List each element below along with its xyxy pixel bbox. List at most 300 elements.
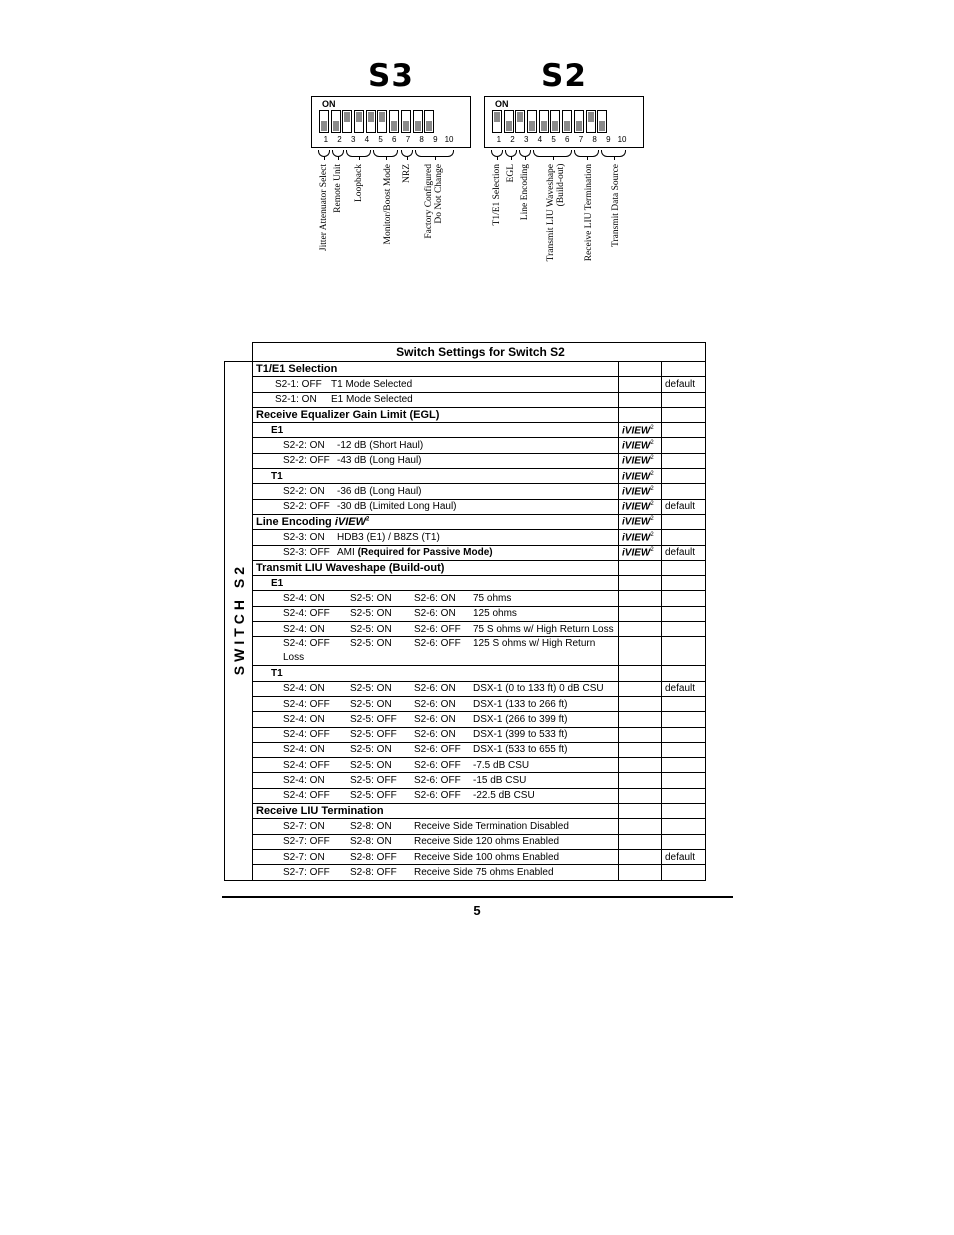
s3-label-loopback: Loopback [354, 164, 364, 202]
switch-setting: S2-4: ON [283, 713, 325, 725]
s2-label-transmit-data-source: Transmit Data Source [611, 164, 621, 248]
s2-dip-knob-6 [552, 121, 558, 131]
s3-dip-number: 5 [378, 135, 383, 144]
s2-dip-knob-10 [599, 121, 605, 131]
default-cell [662, 773, 706, 788]
switch-setting: S2-6: OFF [414, 623, 461, 635]
switch-setting: S2-6: ON [414, 608, 456, 620]
row-label [253, 392, 619, 407]
table-row [225, 622, 706, 637]
iview-cell [619, 423, 662, 438]
table-row [225, 819, 706, 834]
iview-cell [619, 606, 662, 621]
iview-cell [619, 499, 662, 514]
subsection-title: E1 [271, 424, 284, 436]
s3-dip-knob-6 [379, 112, 385, 122]
switch-setting: S2-5: ON [350, 759, 392, 771]
bracket [318, 150, 330, 157]
s3-dip-number: 8 [419, 135, 424, 144]
iview-cell [619, 819, 662, 834]
setting-description: Receive Side 75 ohms Enabled [414, 866, 554, 878]
bracket [574, 150, 599, 157]
row-label [253, 804, 619, 819]
row-label [253, 499, 619, 514]
s3-label-factory-configured: Factory Configured Do Not Change [424, 164, 444, 239]
switch-s3-diagram [311, 58, 471, 280]
footer-rule [222, 896, 733, 898]
default-cell [662, 530, 706, 545]
s2-dip-slot-5 [539, 110, 549, 133]
iview-cell [619, 484, 662, 499]
switch-setting: S2-6: ON [414, 698, 456, 710]
table-row [225, 773, 706, 788]
iview-cell [619, 696, 662, 711]
s3-dip-number: 10 [444, 135, 454, 144]
iview-superscript: 2 [650, 424, 654, 431]
setting-description: E1 Mode Selected [331, 394, 413, 406]
switch-s2-body [484, 96, 644, 148]
switch-s2-numbers [492, 135, 629, 144]
row-label [253, 407, 619, 422]
switch-s2-labels [484, 160, 644, 280]
s2-dip-slot-7 [562, 110, 572, 133]
switch-setting: S2-4: ON [283, 593, 325, 605]
setting-description: Receive Side 120 ohms Enabled [414, 836, 560, 848]
table-row [225, 377, 706, 392]
switch-setting: S2-5: OFF [350, 729, 397, 741]
s2-dip-knob-1 [494, 112, 500, 122]
s3-dip-knob-7 [391, 121, 397, 131]
switch-setting: S2-4: OFF [283, 608, 330, 620]
iview-cell [619, 576, 662, 591]
s2-dip-slot-4 [527, 110, 537, 133]
default-cell [662, 453, 706, 468]
switch-setting: S2-8: ON [350, 836, 392, 848]
setting-description: -36 dB (Long Haul) [337, 486, 422, 498]
iview-superscript: 2 [650, 531, 654, 538]
default-cell [662, 865, 706, 880]
switch-setting: S2-7: ON [283, 851, 325, 863]
row-label [253, 622, 619, 637]
default-cell [662, 514, 706, 529]
s3-label-jitter-attenuator: Jitter Attenuator Select [319, 164, 329, 252]
switch-s3-body [311, 96, 471, 148]
setting-description: -7.5 dB CSU [473, 759, 530, 771]
setting-description: -43 dB (Long Haul) [337, 455, 422, 467]
table-row [225, 560, 706, 575]
iview-mark: iVIEW [622, 547, 651, 559]
row-label [253, 438, 619, 453]
iview-cell [619, 637, 662, 666]
switch-setting: S2-4: OFF [283, 638, 330, 650]
default-cell [662, 469, 706, 484]
bracket [401, 150, 413, 157]
default-label: default [665, 851, 696, 863]
table-row [225, 865, 706, 880]
s2-dip-knob-7 [564, 121, 570, 131]
default-cell [662, 681, 706, 696]
default-cell [662, 666, 706, 681]
row-label [253, 758, 619, 773]
blank-corner [225, 343, 253, 362]
iview-superscript: 2 [650, 455, 654, 462]
s2-label-receive-termination: Receive LIU Termination [584, 164, 594, 262]
table-row [225, 545, 706, 560]
setting-description: DSX-1 (0 to 133 ft) 0 dB CSU [473, 683, 604, 695]
table-row [225, 712, 706, 727]
default-cell [662, 622, 706, 637]
subsection-title: T1 [271, 667, 283, 679]
iview-cell [619, 834, 662, 849]
switch-setting: S2-1: ON [275, 394, 317, 406]
switch-s2-slots [492, 110, 609, 133]
default-cell [662, 392, 706, 407]
default-cell [662, 576, 706, 591]
default-cell [662, 712, 706, 727]
iview-cell [619, 681, 662, 696]
row-label [253, 362, 619, 377]
row-label [253, 560, 619, 575]
subsection-title: E1 [271, 577, 284, 589]
switch-setting: S2-4: OFF [283, 790, 330, 802]
s3-dip-slot-10 [424, 110, 434, 133]
table-row [225, 666, 706, 681]
s3-dip-number: 1 [323, 135, 329, 144]
iview-cell [619, 560, 662, 575]
iview-cell [619, 377, 662, 392]
switch-s3-on-label: ON [322, 99, 336, 109]
row-label [253, 773, 619, 788]
setting-description-wrap: Loss [283, 652, 305, 664]
row-label [253, 453, 619, 468]
switch-setting: S2-8: OFF [350, 851, 397, 863]
default-cell [662, 788, 706, 803]
switch-setting: S2-4: OFF [283, 698, 330, 710]
iview-cell [619, 712, 662, 727]
switch-setting: S2-5: ON [350, 638, 392, 650]
iview-cell [619, 438, 662, 453]
s3-dip-slot-4 [354, 110, 364, 133]
s3-dip-slot-2 [331, 110, 341, 133]
switch-setting: S2-6: ON [414, 713, 456, 725]
table-row [225, 727, 706, 742]
row-label [253, 834, 619, 849]
switch-setting: S2-6: OFF [414, 790, 461, 802]
switch-setting: S2-6: OFF [414, 638, 461, 650]
iview-mark: iVIEW [622, 486, 651, 498]
s2-dip-number: 3 [523, 135, 529, 144]
iview-mark: iVIEW [622, 532, 651, 544]
iview-cell [619, 773, 662, 788]
s2-dip-number: 6 [565, 135, 570, 144]
s3-dip-knob-1 [321, 121, 327, 131]
setting-description: DSX-1 (133 to 266 ft) [473, 698, 568, 710]
s3-label-nrz: NRZ [402, 164, 412, 183]
iview-superscript: 2 [366, 516, 370, 523]
default-cell [662, 696, 706, 711]
setting-description: DSX-1 (533 to 655 ft) [473, 744, 568, 756]
row-label [253, 469, 619, 484]
s3-dip-slot-6 [377, 110, 387, 133]
iview-mark: iVIEW [622, 516, 651, 528]
iview-inline: iVIEW [334, 516, 367, 529]
s3-dip-number: 9 [433, 135, 438, 144]
row-label [253, 819, 619, 834]
setting-description: DSX-1 (399 to 533 ft) [473, 729, 568, 741]
iview-cell [619, 591, 662, 606]
s3-dip-slot-1 [319, 110, 329, 133]
switch-setting: S2-2: ON [283, 440, 325, 452]
iview-mark: iVIEW [622, 425, 651, 436]
row-label [253, 788, 619, 803]
default-label: default [665, 547, 696, 559]
default-cell [662, 834, 706, 849]
switch-setting: S2-6: ON [414, 683, 456, 695]
table-title: Switch Settings for Switch S2 [253, 343, 706, 362]
s3-dip-knob-9 [415, 121, 421, 131]
s2-dip-slot-2 [504, 110, 514, 133]
section-title: Receive Equalizer Gain Limit (EGL) [256, 409, 440, 422]
switch-setting: S2-5: ON [350, 623, 392, 635]
iview-cell [619, 849, 662, 864]
row-label [253, 865, 619, 880]
s3-dip-number: 4 [364, 135, 370, 144]
bracket [491, 150, 503, 157]
default-cell [662, 362, 706, 377]
s2-label-transmit-waveshape: Transmit LIU Waveshape (Build-out) [546, 164, 566, 262]
row-label [253, 545, 619, 560]
s3-dip-knob-2 [333, 121, 339, 131]
section-title: T1/E1 Selection [256, 363, 338, 376]
table-row [225, 849, 706, 864]
switch-setting: S2-5: ON [350, 593, 392, 605]
s3-label-remote-unit: Remote Unit [333, 164, 343, 213]
s2-dip-number: 2 [510, 135, 515, 144]
switch-setting: S2-8: ON [350, 820, 392, 832]
default-cell [662, 591, 706, 606]
switch-setting: S2-4: ON [283, 744, 325, 756]
default-cell [662, 849, 706, 864]
switch-s2-on-label: ON [495, 99, 509, 109]
s2-dip-slot-9 [586, 110, 596, 133]
row-label [253, 696, 619, 711]
table-row [225, 514, 706, 529]
table-row [225, 453, 706, 468]
switch-setting: S2-8: OFF [350, 866, 397, 878]
default-cell [662, 377, 706, 392]
switch-setting: S2-5: ON [350, 608, 392, 620]
switch-setting: S2-7: ON [283, 820, 325, 832]
s3-dip-slot-5 [366, 110, 376, 133]
switch-setting: S2-2: OFF [283, 501, 330, 513]
switch-setting: S2-3: ON [283, 531, 325, 543]
s2-label-line-encoding: Line Encoding [520, 164, 530, 221]
table-row [225, 788, 706, 803]
s2-dip-slot-1 [492, 110, 502, 133]
switch-s3-brackets [311, 148, 471, 160]
s2-label-t1e1-selection: T1/E1 Selection [492, 164, 502, 226]
setting-description: -22.5 dB CSU [473, 790, 535, 802]
table-row [225, 499, 706, 514]
switch-s3-numbers [319, 135, 456, 144]
switch-setting: S2-6: OFF [414, 744, 461, 756]
setting-note: (Required for Passive Mode) [357, 547, 493, 559]
row-label [253, 423, 619, 438]
table-body [225, 343, 706, 881]
switch-setting: S2-1: OFF [275, 378, 322, 390]
subsection-title: T1 [271, 470, 283, 482]
default-label: default [665, 501, 696, 513]
switch-setting: S2-3: OFF [283, 547, 330, 559]
switch-setting: S2-2: ON [283, 486, 325, 498]
table-row [225, 392, 706, 407]
iview-cell [619, 469, 662, 484]
s2-dip-number: 8 [592, 135, 597, 144]
s3-dip-knob-5 [368, 112, 374, 122]
switch-setting: S2-5: OFF [350, 775, 397, 787]
setting-description: 125 ohms [473, 608, 517, 620]
s3-dip-slot-9 [413, 110, 423, 133]
section-title: Line Encoding [256, 516, 332, 529]
s2-dip-knob-5 [541, 121, 547, 131]
s2-dip-number: 5 [551, 135, 556, 144]
table-row [225, 834, 706, 849]
switch-s2-brackets [484, 148, 644, 160]
iview-cell [619, 742, 662, 757]
default-cell [662, 560, 706, 575]
table-row [225, 530, 706, 545]
iview-cell [619, 788, 662, 803]
default-cell [662, 423, 706, 438]
switch-setting: S2-5: ON [350, 698, 392, 710]
table-row [225, 576, 706, 591]
switch-setting: S2-4: OFF [283, 759, 330, 771]
table-row [225, 362, 706, 377]
s2-dip-slot-6 [550, 110, 560, 133]
section-title: Receive LIU Termination [256, 805, 384, 818]
switch-s2-settings-table [224, 342, 706, 881]
s2-dip-number: 10 [617, 135, 627, 144]
default-label: default [665, 378, 696, 390]
s3-dip-knob-3 [344, 112, 350, 122]
table-row [225, 804, 706, 819]
row-label [253, 666, 619, 681]
side-label-cell [225, 362, 253, 881]
iview-cell [619, 622, 662, 637]
switch-s2-diagram [484, 58, 644, 280]
s2-dip-slot-3 [515, 110, 525, 133]
switch-s2-title: S2 [541, 58, 587, 94]
row-label [253, 484, 619, 499]
iview-cell [619, 666, 662, 681]
switch-setting: S2-4: OFF [283, 729, 330, 741]
bracket [505, 150, 517, 157]
row-label [253, 377, 619, 392]
default-cell [662, 819, 706, 834]
switch-setting: S2-5: ON [350, 683, 392, 695]
s3-dip-number: 6 [392, 135, 397, 144]
switch-setting: S2-5: OFF [350, 713, 397, 725]
row-label [253, 576, 619, 591]
setting-description: Receive Side Termination Disabled [414, 820, 569, 832]
setting-description: 125 S ohms w/ High Return [473, 638, 596, 650]
default-cell [662, 637, 706, 666]
default-cell [662, 742, 706, 757]
switch-setting: S2-6: ON [414, 729, 456, 741]
default-cell [662, 727, 706, 742]
bracket [332, 150, 344, 157]
iview-superscript: 2 [650, 485, 654, 492]
switch-setting: S2-5: OFF [350, 790, 397, 802]
iview-mark: iVIEW [622, 470, 651, 482]
default-cell [662, 407, 706, 422]
table-row [225, 591, 706, 606]
s2-dip-slot-8 [574, 110, 584, 133]
s2-dip-knob-2 [506, 121, 512, 131]
switch-s3-title: S3 [368, 58, 414, 94]
s2-dip-number: 4 [537, 135, 543, 144]
iview-cell [619, 804, 662, 819]
row-label [253, 712, 619, 727]
default-cell [662, 804, 706, 819]
row-label [253, 514, 619, 529]
iview-superscript: 2 [650, 439, 654, 446]
switch-setting: S2-6: OFF [414, 759, 461, 771]
iview-cell [619, 530, 662, 545]
setting-description: -15 dB CSU [473, 775, 527, 787]
s2-dip-slot-10 [597, 110, 607, 133]
s2-dip-knob-3 [517, 112, 523, 122]
bracket [533, 150, 572, 157]
default-cell [662, 499, 706, 514]
row-label [253, 742, 619, 757]
switch-setting: S2-6: OFF [414, 775, 461, 787]
iview-cell [619, 392, 662, 407]
iview-cell [619, 545, 662, 560]
bracket [373, 150, 398, 157]
side-label: SWITCH S2 [230, 563, 247, 676]
setting-description: DSX-1 (266 to 399 ft) [473, 713, 568, 725]
bracket [346, 150, 371, 157]
default-cell [662, 545, 706, 560]
row-label [253, 681, 619, 696]
s3-dip-slot-7 [389, 110, 399, 133]
setting-description: 75 S ohms w/ High Return Loss [473, 623, 614, 635]
s2-dip-number: 1 [496, 135, 502, 144]
switch-s3-slots [319, 110, 436, 133]
iview-cell [619, 758, 662, 773]
switch-setting: S2-4: ON [283, 623, 325, 635]
table-row [225, 469, 706, 484]
iview-mark: iVIEW [622, 440, 651, 452]
table-row [225, 484, 706, 499]
iview-superscript: 2 [650, 470, 654, 477]
iview-cell [619, 362, 662, 377]
row-label [253, 849, 619, 864]
default-cell [662, 758, 706, 773]
setting-description: AMI [337, 547, 355, 559]
setting-description: Receive Side 100 ohms Enabled [414, 851, 560, 863]
s3-dip-number: 7 [405, 135, 411, 144]
default-cell [662, 438, 706, 453]
table-row [225, 637, 706, 666]
table-row [225, 606, 706, 621]
switch-s3-labels [311, 160, 471, 280]
iview-superscript: 2 [650, 516, 654, 523]
setting-description: 75 ohms [473, 593, 512, 605]
s2-dip-knob-8 [576, 121, 582, 131]
default-label: default [665, 683, 696, 695]
